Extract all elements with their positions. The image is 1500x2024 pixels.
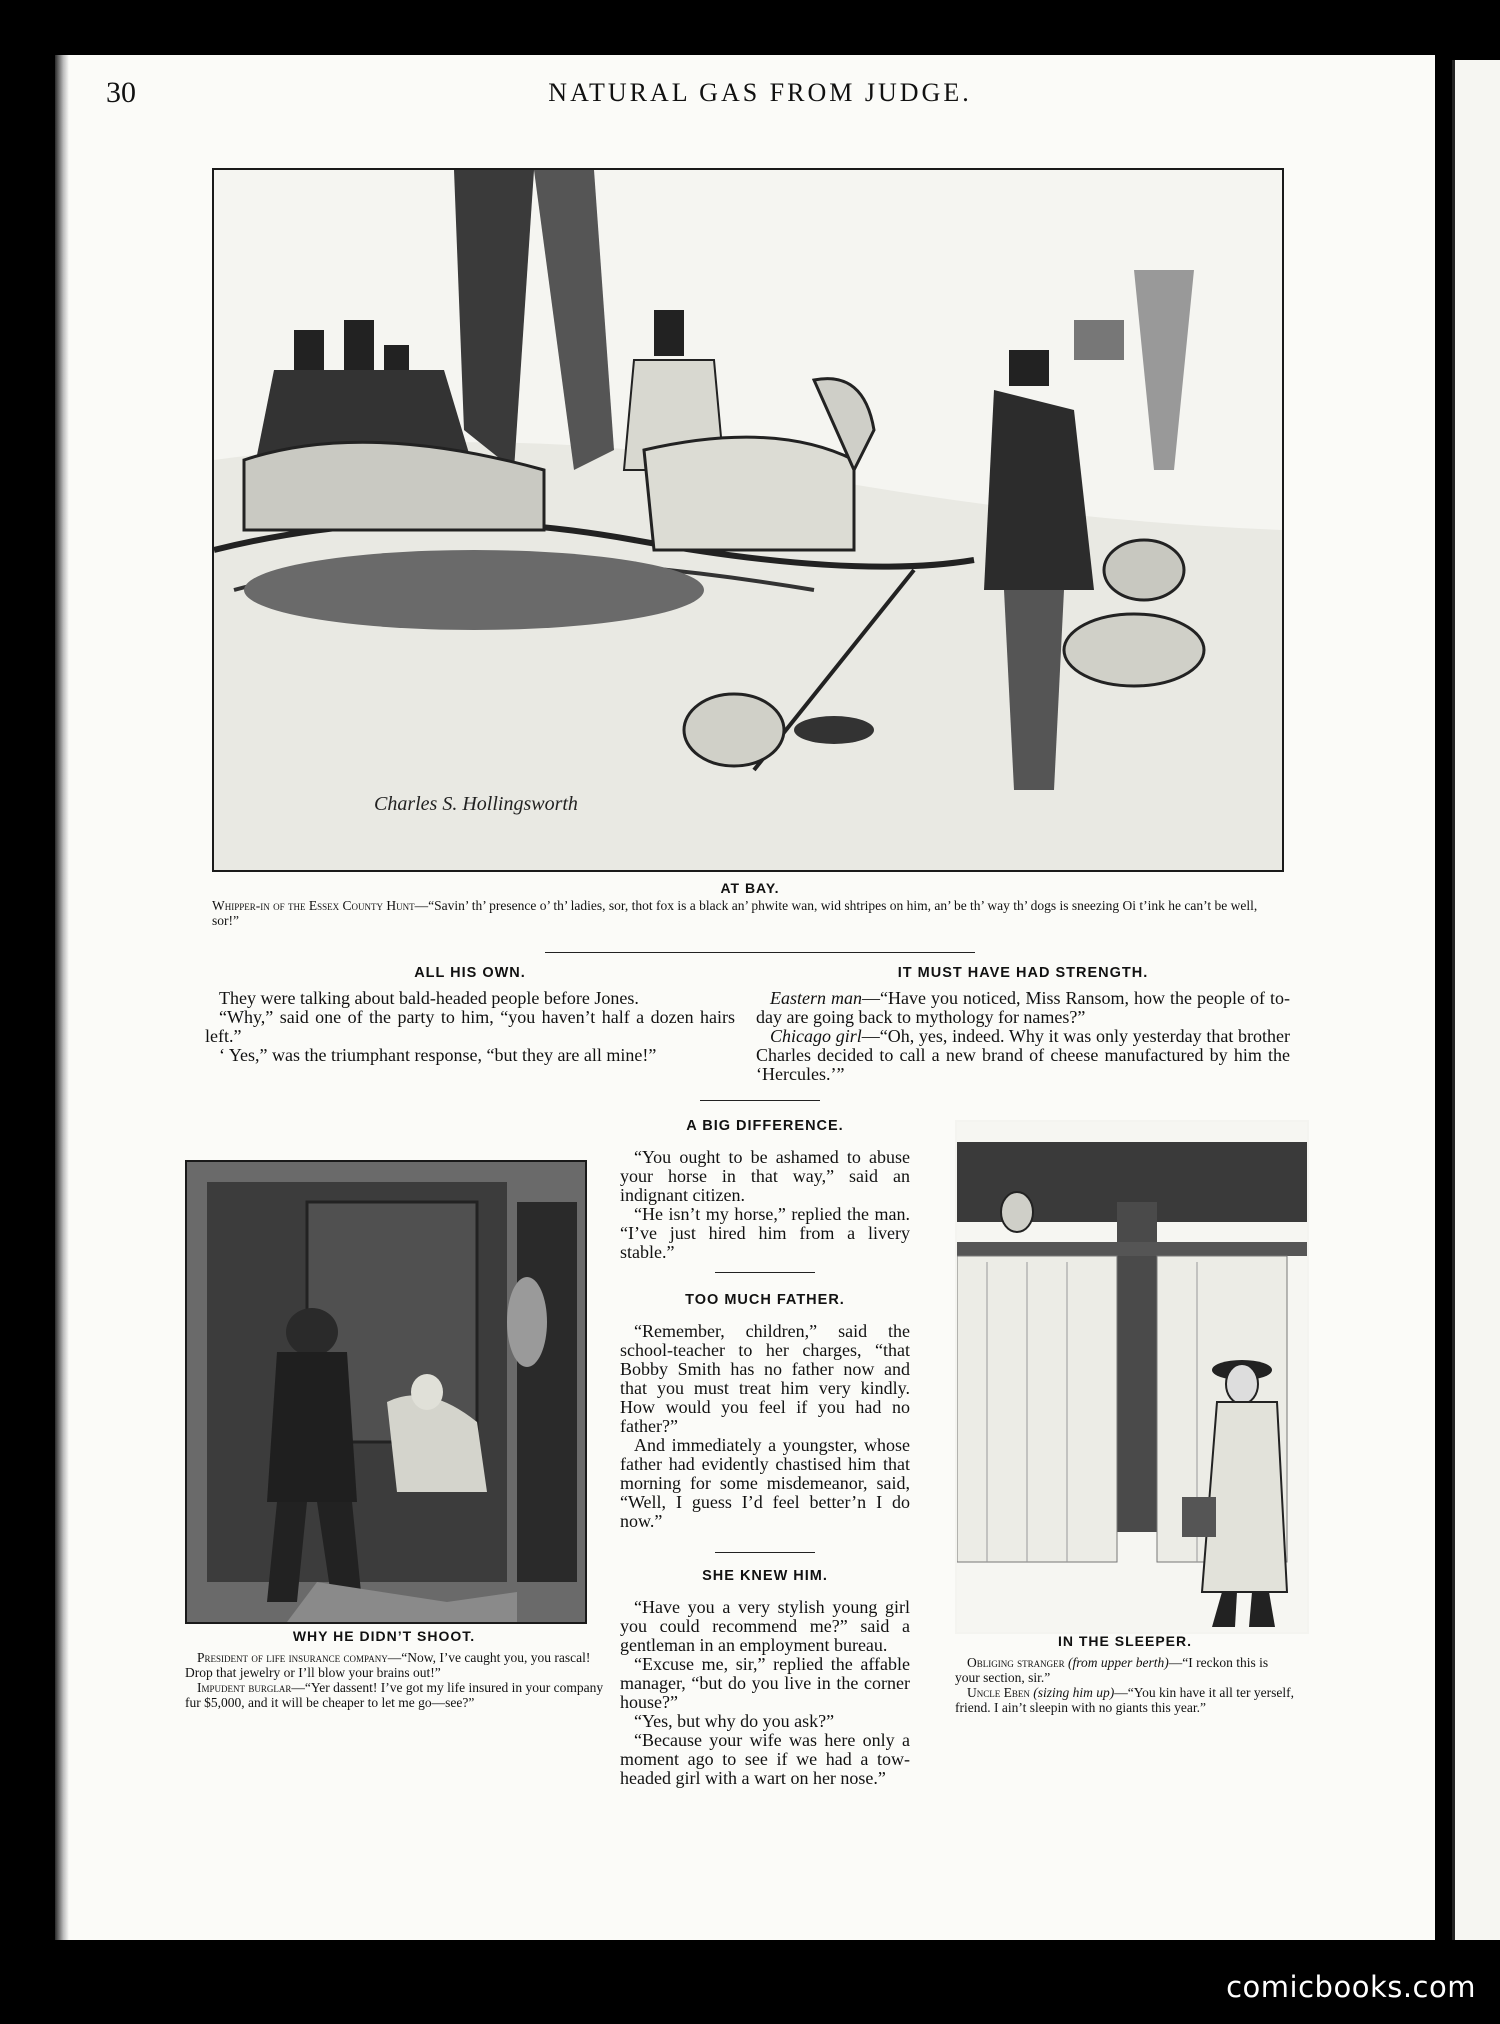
- she-knew-him-body: [620, 1598, 910, 1788]
- page-number: 30: [106, 76, 136, 109]
- didnt-shoot-caption: [185, 1650, 605, 1710]
- divider: [700, 1100, 820, 1101]
- paragraph: “Have you a very stylish young girl you could recommend me?” said a gentleman in an employment bureau.: [620, 1597, 910, 1655]
- paragraph: Uncle Eben (sizing him up)—“You kin have it all ter yerself, friend. I ain’t sleepin with no giants this year.”: [955, 1685, 1294, 1715]
- paragraph: And immediately a youngster, whose father had evidently chastised him that morning for some misdemeanor, said, “Well, I guess I’d feel better’n I do now.”: [620, 1435, 910, 1531]
- paragraph: “Yes, but why do you ask?”: [634, 1711, 835, 1731]
- big-difference-title: A BIG DIFFERENCE.: [686, 1118, 844, 1134]
- all-his-own-title: ALL HIS OWN.: [414, 965, 526, 981]
- sleeper-title: IN THE SLEEPER.: [1057, 1633, 1193, 1649]
- divider: [715, 1552, 815, 1553]
- stage-direction: (sizing him up): [1033, 1685, 1115, 1700]
- paragraph: Obliging stranger (from upper berth)—“I reckon this is your section, sir.”: [955, 1655, 1269, 1685]
- paragraph: “Because your wife was here only a moment ago to see if we had a tow-headed girl with a wart on her nose.”: [620, 1730, 910, 1788]
- paragraph: Chicago girl—“Oh, yes, indeed. Why it was only yesterday that brother Charles decided to call a new brand of cheese manufactured by him the ‘Hercules.’”: [756, 1026, 1290, 1084]
- strength-title: IT MUST HAVE HAD STRENGTH.: [897, 965, 1149, 981]
- stage-direction: (from upper berth): [1068, 1655, 1169, 1670]
- she-knew-him-title: SHE KNEW HIM.: [702, 1568, 828, 1584]
- at-bay-quote: —“Savin’ th’ presence o’ th’ ladies, sor, thot fox is a black an’ phwite wan, wid shtripes on him, an’ be th’ way th’ dogs is sneezing Oi t’ink he can’t be well, sor!”: [212, 898, 1258, 928]
- hunt-scene-drawing: [214, 170, 1282, 870]
- running-title: NATURAL GAS FROM JUDGE.: [548, 78, 972, 107]
- illustrator-signature: Charles S. Hollingsworth: [374, 793, 578, 815]
- divider: [715, 1272, 815, 1273]
- site-watermark: comicbooks.com: [1226, 1970, 1476, 2004]
- paragraph: Eastern man—“Have you noticed, Miss Ransom, how the people of to-day are going back to mythology for names?”: [756, 988, 1291, 1027]
- sleeper-illustration: [955, 1120, 1309, 1634]
- paragraph: “Why,” said one of the party to him, “you haven’t half a dozen hairs left.”: [205, 1007, 735, 1046]
- didnt-shoot-title: WHY HE DIDN’T SHOOT.: [292, 1628, 476, 1644]
- burglar-scene-drawing: [187, 1162, 585, 1622]
- paragraph: President of life insurance company—“Now, I’ve caught you, you rascal! Drop that jewelry or I’ll blow your brains out!”: [185, 1650, 591, 1680]
- speaker: Uncle Eben: [967, 1685, 1030, 1700]
- too-much-father-body: [620, 1322, 910, 1531]
- speaker: Eastern man: [770, 988, 863, 1008]
- sleeper-caption: [955, 1655, 1295, 1715]
- paragraph: Impudent burglar—“Yer dassent! I’ve got my life insured in your company fur $5,000, and it will be cheaper to let me go—see?”: [185, 1680, 604, 1710]
- paragraph: “He isn’t my horse,” replied the man. “I’ve just hired him from a livery stable.”: [620, 1204, 910, 1262]
- too-much-father-title: TOO MUCH FATHER.: [685, 1292, 845, 1308]
- speaker: Impudent burglar: [197, 1680, 292, 1695]
- at-bay-title: AT BAY.: [720, 880, 780, 896]
- sleeper-car-drawing: [957, 1122, 1307, 1632]
- paragraph: “You ought to be ashamed to abuse your horse in that way,” said an indignant citizen.: [620, 1147, 910, 1205]
- speaker: President of life insurance company: [197, 1650, 388, 1665]
- burglar-illustration: [185, 1160, 587, 1624]
- speaker: Chicago girl: [770, 1026, 862, 1046]
- paragraph: They were talking about bald-headed people before Jones.: [219, 988, 639, 1008]
- at-bay-caption: [212, 898, 1280, 928]
- divider: [545, 952, 975, 953]
- paragraph: “Remember, children,” said the school-teacher to her charges, “that Bobby Smith has no father now and that you must treat him very kindly. How would you feel if you had no father?”: [620, 1321, 910, 1436]
- at-bay-speaker: Whipper-in of the Essex County Hunt: [212, 898, 415, 913]
- paragraph: ‘ Yes,” was the triumphant response, “but they are all mine!”: [219, 1045, 657, 1065]
- big-difference-body: [620, 1148, 910, 1262]
- strength-body: [756, 989, 1290, 1084]
- at-bay-illustration: [212, 168, 1284, 872]
- paragraph: “Excuse me, sir,” replied the affable manager, “but do you live in the corner house?”: [620, 1654, 910, 1712]
- all-his-own-body: [205, 989, 735, 1065]
- speaker: Obliging stranger: [967, 1655, 1065, 1670]
- facing-page-edge: [1452, 60, 1500, 1940]
- page-binding-shadow: [55, 55, 69, 1940]
